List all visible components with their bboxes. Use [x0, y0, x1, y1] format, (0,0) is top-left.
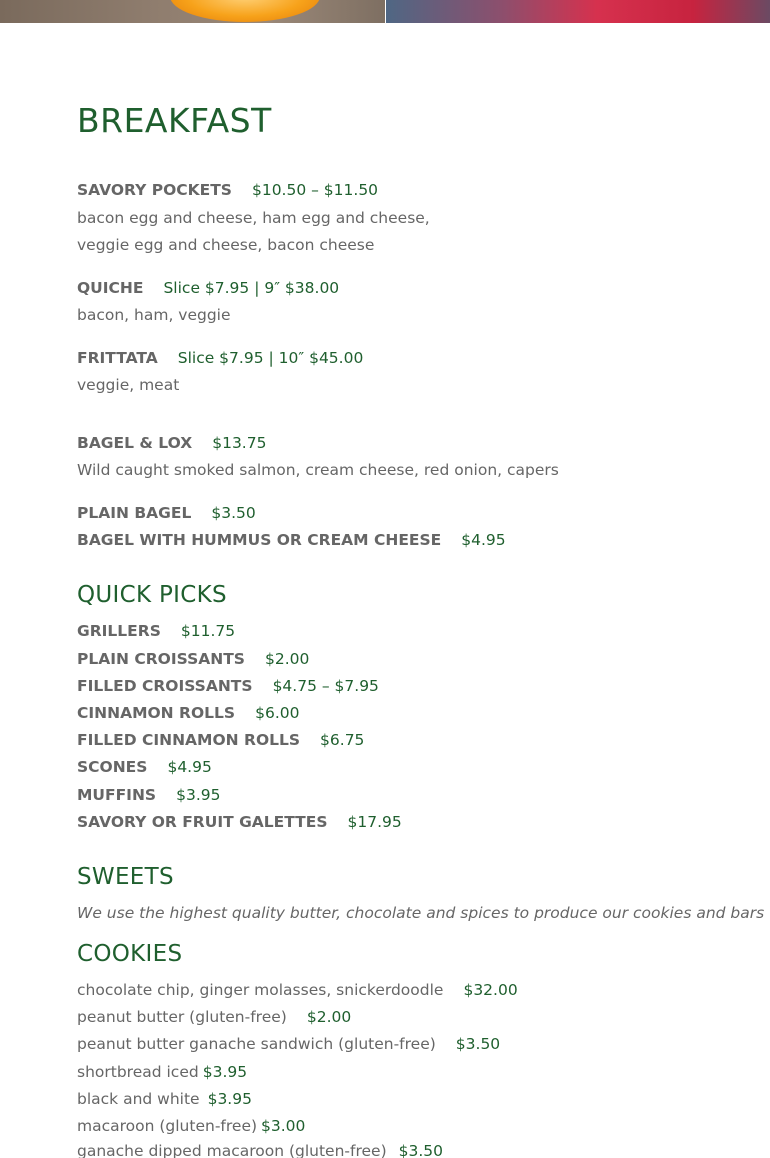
item-price: $6.75 — [320, 731, 365, 749]
item-name: QUICHE — [77, 279, 144, 297]
menu-item-savory-pockets — [77, 180, 378, 200]
item-price: Slice $7.95 | 10″ $45.00 — [177, 349, 364, 367]
item-name: FRITTATA — [77, 349, 158, 367]
menu-item-plain-croissants — [77, 649, 309, 669]
item-price: $10.50 – $11.50 — [251, 181, 379, 199]
orange-bowl-graphic — [170, 0, 320, 22]
menu-item-cookie-black-white — [77, 1089, 252, 1109]
menu-item-quiche — [77, 278, 339, 298]
item-name: MUFFINS — [77, 786, 157, 804]
item-name: CINNAMON ROLLS — [77, 704, 236, 722]
hero-photo-left — [0, 0, 385, 23]
item-name: ganache dipped macaroon (gluten-free) — [77, 1142, 387, 1158]
item-name: shortbread iced — [77, 1063, 199, 1081]
item-name: chocolate chip, ginger molasses, snickerdoodle — [77, 981, 444, 999]
menu-item-plain-bagel — [77, 503, 256, 523]
item-name: PLAIN CROISSANTS — [77, 650, 245, 668]
item-price: $3.50 — [211, 504, 256, 522]
item-price: $3.00 — [261, 1117, 306, 1135]
menu-item-cookie-shortbread — [77, 1062, 247, 1082]
menu-item-cinnamon-rolls — [77, 703, 299, 723]
item-price: $3.95 — [202, 1063, 248, 1081]
menu-item-galettes — [77, 812, 402, 832]
menu-item-scones — [77, 757, 212, 777]
item-price: $3.50 — [455, 1035, 501, 1053]
item-price: $3.50 — [398, 1142, 443, 1158]
item-description: veggie egg and cheese, bacon cheese — [77, 236, 375, 254]
menu-item-cookie-ganache-sandwich — [77, 1034, 500, 1054]
item-name: macaroon (gluten-free) — [77, 1117, 258, 1135]
item-price: $2.00 — [264, 650, 310, 668]
item-description: Wild caught smoked salmon, cream cheese, red onion, capers — [77, 461, 559, 479]
item-price: $3.95 — [176, 786, 221, 804]
item-price: $11.75 — [180, 622, 236, 640]
item-price: $17.95 — [347, 813, 402, 831]
menu-item-filled-cinnamon-rolls — [77, 730, 364, 750]
menu-item-bagel-lox — [77, 433, 266, 453]
item-name: PLAIN BAGEL — [77, 504, 192, 522]
item-name: SCONES — [77, 758, 148, 776]
hero-photo-right — [386, 0, 770, 23]
hero-image-strip — [0, 0, 770, 23]
item-description: bacon egg and cheese, ham egg and cheese, — [77, 209, 430, 227]
item-description: veggie, meat — [77, 376, 180, 394]
menu-item-cookie-macaroon — [77, 1116, 305, 1136]
item-name: peanut butter ganache sandwich (gluten-free) — [77, 1035, 436, 1053]
menu-item-frittata — [77, 348, 363, 368]
item-price: Slice $7.95 | 9″ $38.00 — [163, 279, 340, 297]
item-price: $4.95 — [461, 531, 506, 549]
item-price: $32.00 — [463, 981, 518, 999]
item-price: $6.00 — [255, 704, 300, 722]
item-price: $4.75 – $7.95 — [272, 677, 379, 695]
menu-item-cookie-assorted — [77, 980, 518, 1000]
item-name: BAGEL WITH HUMMUS OR CREAM CHEESE — [77, 531, 442, 549]
item-name: SAVORY POCKETS — [77, 181, 232, 199]
item-name: SAVORY OR FRUIT GALETTES — [77, 813, 328, 831]
menu-item-bagel-hummus — [77, 530, 506, 550]
section-title-cookies: COOKIES — [77, 941, 183, 967]
item-name: peanut butter (gluten-free) — [77, 1008, 287, 1026]
item-description: bacon, ham, veggie — [77, 306, 231, 324]
sweets-note: We use the highest quality butter, chocolate and spices to produce our cookies and bars — [77, 904, 765, 922]
item-name: black and white — [77, 1090, 200, 1108]
menu-item-cookie-peanut-butter — [77, 1007, 351, 1027]
menu-item-grillers — [77, 621, 235, 641]
item-price: $3.95 — [207, 1090, 252, 1108]
item-price: $4.95 — [167, 758, 212, 776]
item-name: GRILLERS — [77, 622, 161, 640]
item-name: FILLED CINNAMON ROLLS — [77, 731, 301, 749]
menu-item-filled-croissants — [77, 676, 379, 696]
item-name: FILLED CROISSANTS — [77, 677, 253, 695]
item-price: $2.00 — [306, 1008, 352, 1026]
section-title-sweets: SWEETS — [77, 864, 174, 890]
section-title-quick-picks: QUICK PICKS — [77, 582, 227, 608]
section-title-breakfast: BREAKFAST — [77, 101, 272, 140]
menu-item-cookie-dipped-macaroon — [77, 1141, 443, 1158]
menu-item-muffins — [77, 785, 220, 805]
item-price: $13.75 — [212, 434, 267, 452]
item-name: BAGEL & LOX — [77, 434, 193, 452]
